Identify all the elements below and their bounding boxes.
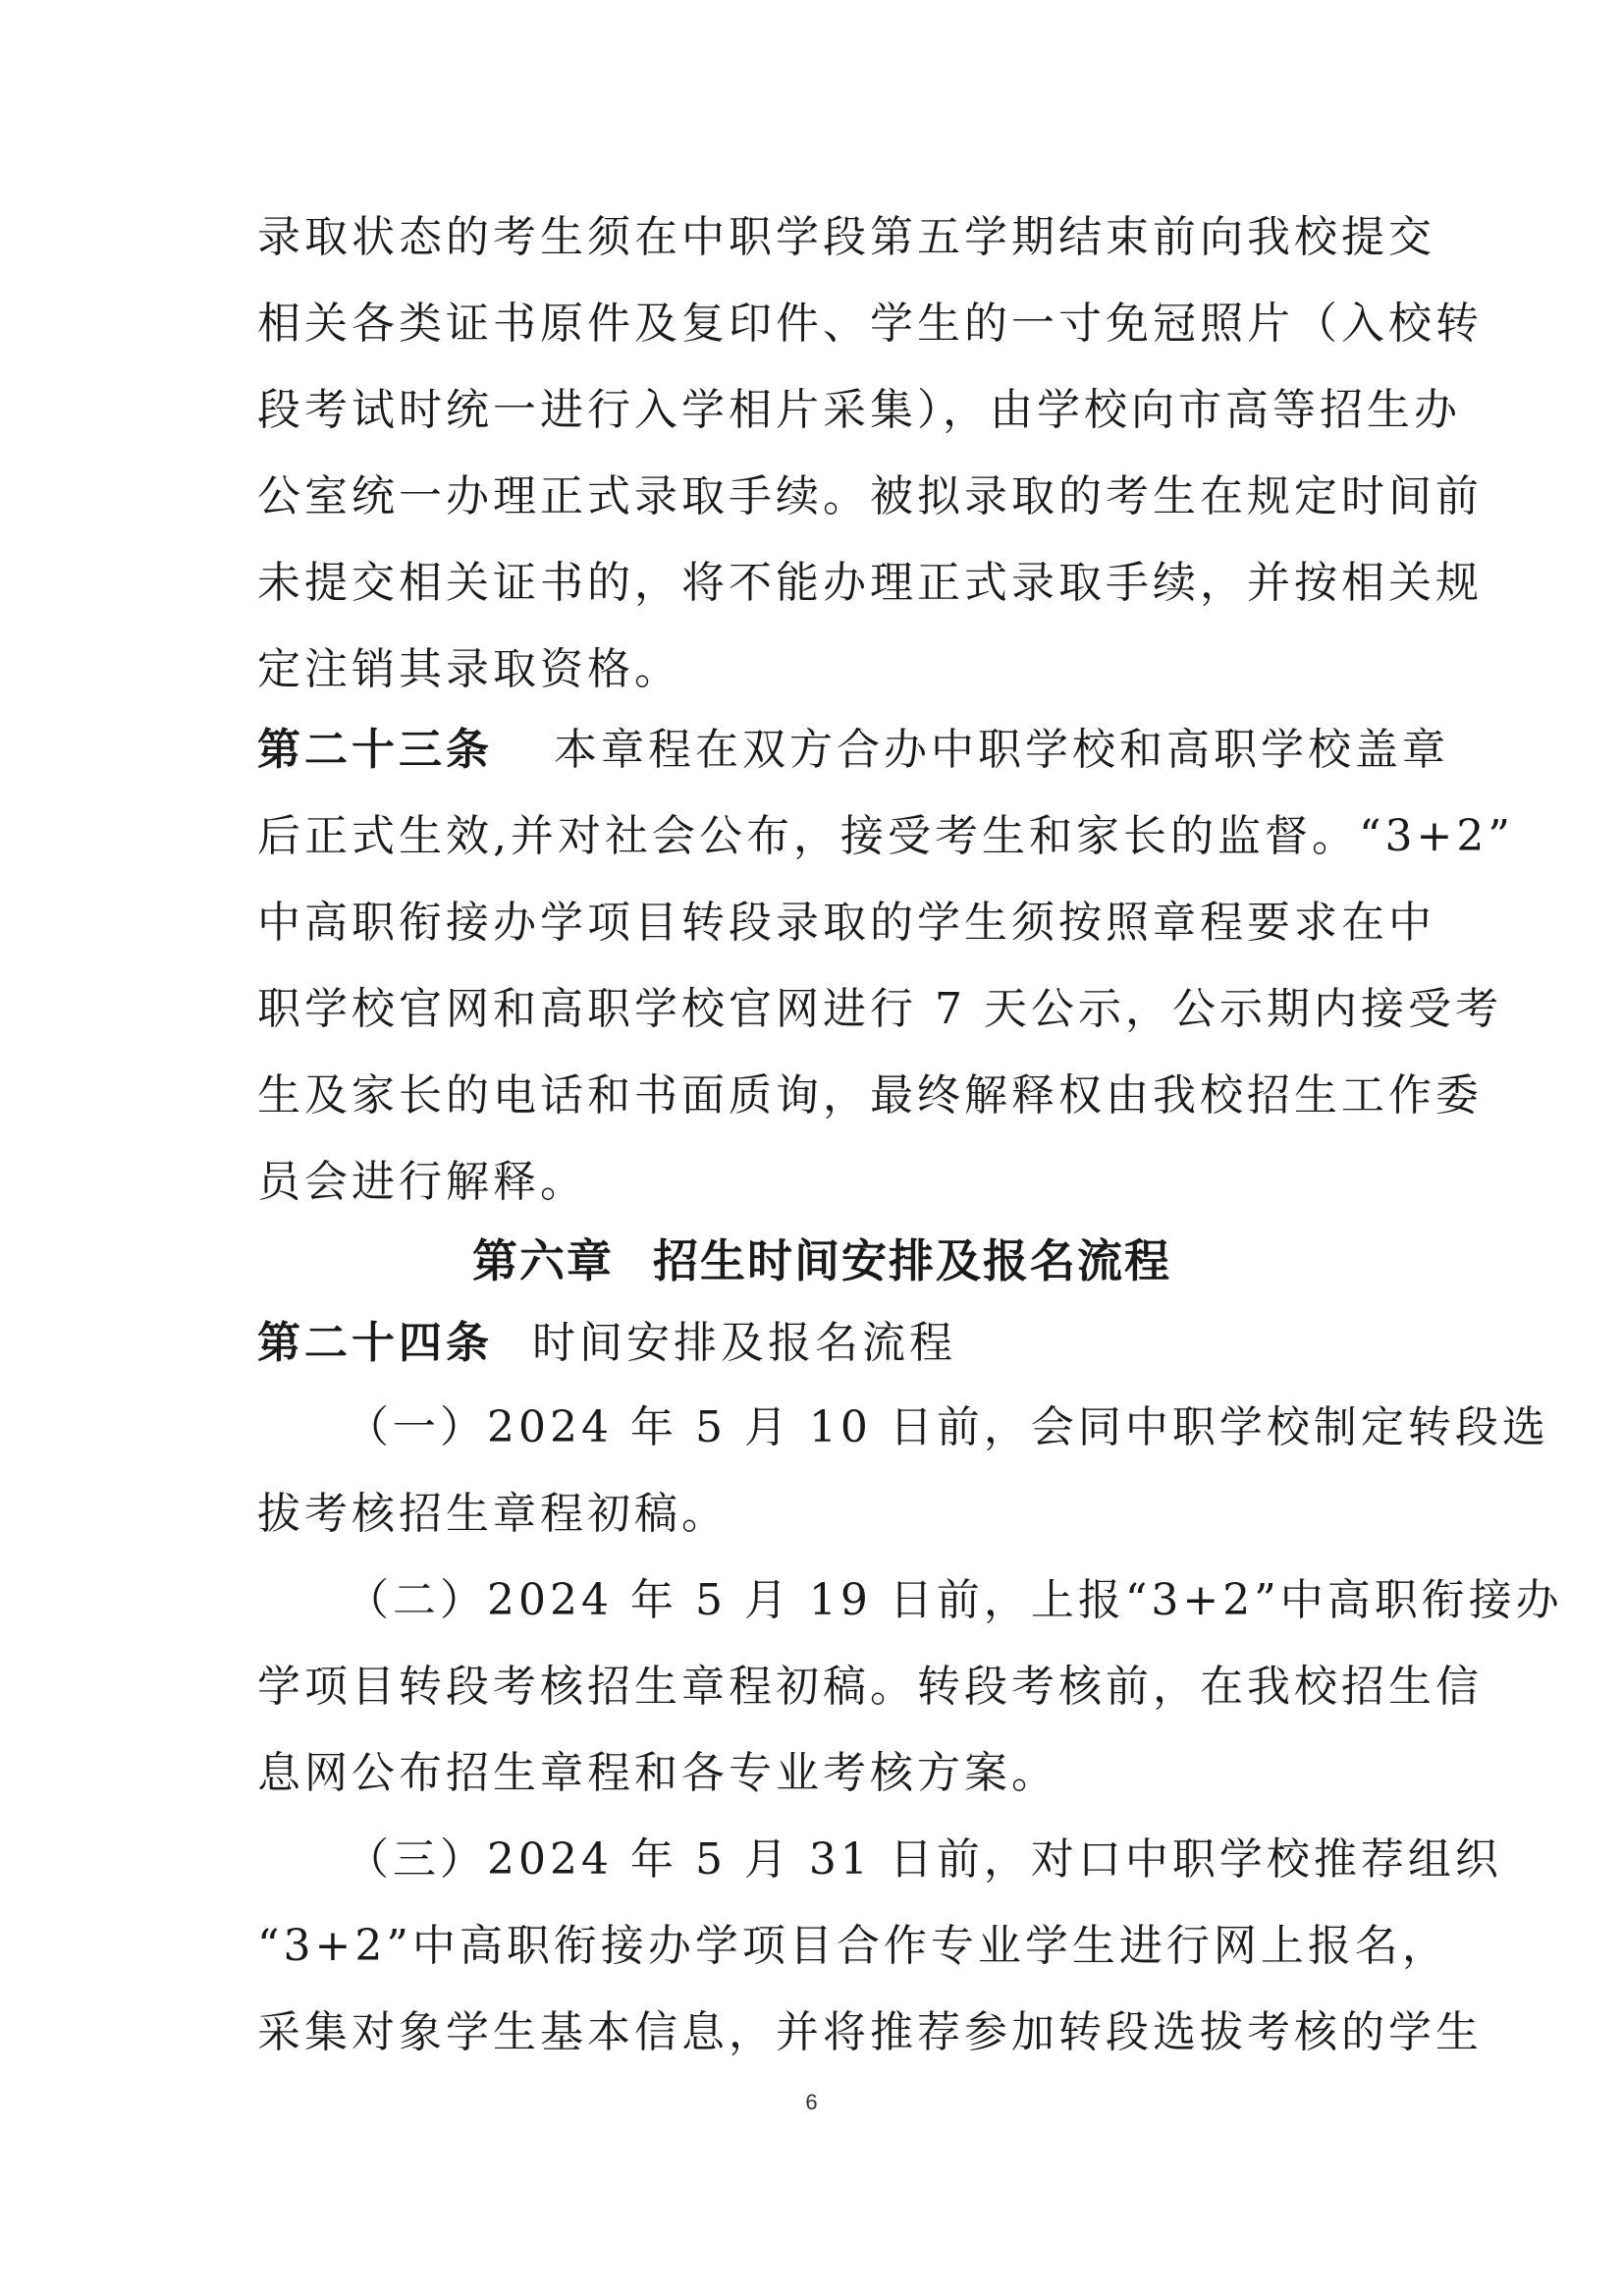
- paragraph-line: 公室统一办理正式录取手续。被拟录取的考生在规定时间前: [257, 471, 1483, 521]
- paragraph-line: 生及家长的电话和书面质询，最终解释权由我校招生工作委: [257, 1070, 1483, 1121]
- paragraph-line: 相关各类证书原件及复印件、学生的一寸免冠照片（入校转: [257, 299, 1483, 349]
- paragraph-line: 后正式生效,并对社会公布，接受考生和家长的监督。“3+2”: [257, 811, 1514, 861]
- list-item-line: “3+2”中高职衔接办学项目合作专业学生进行网上报名，: [257, 1921, 1449, 1971]
- paragraph-line: 中高职衔接办学项目转段录取的学生须按照章程要求在中: [257, 898, 1435, 948]
- page-number: 6: [805, 2090, 818, 2114]
- article-23-text: 本章程在双方合办中职学校和高职学校盖章: [554, 725, 1449, 775]
- paragraph-line: 职学校官网和高职学校官网进行 7 天公示，公示期内接受考: [257, 984, 1502, 1034]
- paragraph-line: 未提交相关证书的，将不能办理正式录取手续，并按相关规: [257, 558, 1483, 608]
- list-item-line: 拔考核招生章程初稿。: [257, 1489, 729, 1539]
- paragraph-line: 员会进行解释。: [257, 1157, 587, 1207]
- list-item-line: （三）2024 年 5 月 31 日前，对口中职学校推荐组织: [346, 1834, 1502, 1885]
- article-23-label: 第二十三条: [257, 725, 493, 775]
- list-item-line: 学项目转段考核招生章程初稿。转段考核前，在我校招生信: [257, 1662, 1483, 1712]
- article-24-label: 第二十四条: [257, 1318, 493, 1368]
- chapter-heading: [257, 1218, 1386, 1304]
- article-24-title: 时间安排及报名流程: [532, 1318, 956, 1368]
- article-24-line: [257, 1300, 1386, 1387]
- paragraph-line: 录取状态的考生须在中职学段第五学期结束前向我校提交: [257, 212, 1435, 262]
- paragraph-line: 段考试时统一进行入学相片采集），由学校向市高等招生办: [257, 385, 1461, 435]
- list-item-line: （一）2024 年 5 月 10 日前，会同中职学校制定转段选: [346, 1402, 1549, 1452]
- chapter-number: 第六章: [472, 1234, 614, 1287]
- list-item-line: 采集对象学生基本信息，并将推荐参加转段选拔考核的学生: [257, 2007, 1483, 2057]
- list-item-line: （二）2024 年 5 月 19 日前，上报“3+2”中高职衔接办: [346, 1575, 1563, 1625]
- article-23-first-line: [257, 707, 1449, 793]
- chapter-title: 招生时间安排及报名流程: [653, 1234, 1171, 1287]
- paragraph-line: 定注销其录取资格。: [257, 644, 681, 694]
- list-item-line: 息网公布招生章程和各专业考核方案。: [257, 1748, 1058, 1798]
